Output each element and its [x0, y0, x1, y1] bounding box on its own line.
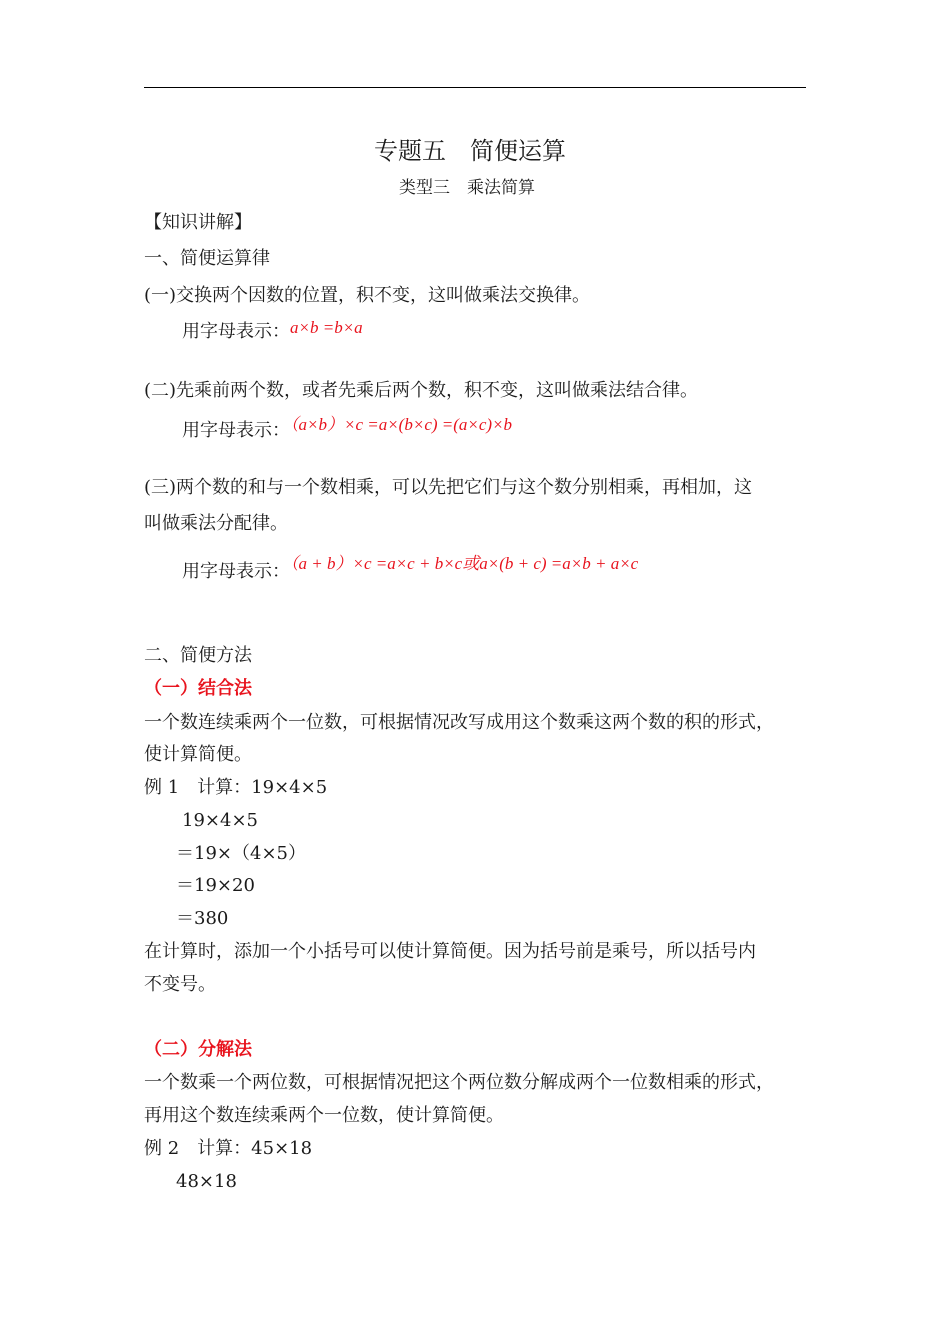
- part1-heading: 一、简便运算律: [144, 248, 270, 269]
- method1-desc-line2: 使计算简便。: [144, 744, 252, 765]
- example1-step: ＝19×（4×5）: [176, 843, 306, 864]
- method1-note-line2: 不变号。: [144, 974, 216, 995]
- example2-step: 48×18: [176, 1171, 237, 1192]
- law1-formula: a×b =b×a: [290, 318, 363, 337]
- example1-step: ＝19×20: [176, 875, 255, 896]
- law3-text-line2: 叫做乘法分配律。: [144, 513, 288, 534]
- law1-text: (一)交换两个因数的位置，积不变，这叫做乘法交换律。: [144, 285, 591, 306]
- section-label: 【知识讲解】: [144, 212, 252, 233]
- law3-formula: （a + b）×c =a×c + b×c或a×(b + c) =a×b + a×c: [290, 554, 639, 573]
- example2-label: 例 2 计算：45×18: [144, 1138, 313, 1159]
- method2-desc-line2: 再用这个数连续乘两个一位数，使计算简便。: [144, 1105, 504, 1126]
- method2-desc-line1: 一个数乘一个两位数，可根据情况把这个两位数分解成两个一位数相乘的形式，: [144, 1072, 774, 1093]
- method1-note-line1: 在计算时，添加一个小括号可以使计算简便。因为括号前是乘号，所以括号内: [144, 941, 756, 962]
- method2-heading: （二）分解法: [144, 1039, 252, 1060]
- example1-step: ＝380: [176, 908, 229, 929]
- header-rule: [144, 87, 806, 88]
- example1-label: 例 1 计算：19×4×5: [144, 777, 328, 798]
- method1-desc-line1: 一个数连续乘两个一位数，可根据情况改写成用这个数乘这两个数的积的形式，: [144, 712, 774, 733]
- part2-heading: 二、简便方法: [144, 645, 252, 666]
- law2-formula-row: [182, 415, 513, 443]
- page-subtitle: 类型三 乘法简算: [399, 178, 535, 198]
- example1-step: 19×4×5: [182, 810, 258, 831]
- method1-heading: （一）结合法: [144, 678, 252, 699]
- law1-formula-row: [182, 320, 363, 344]
- law3-text-line1: (三)两个数的和与一个数相乘，可以先把它们与这个数分别相乘，再相加，这: [144, 477, 753, 498]
- law2-formula-label: 用字母表示：: [182, 420, 290, 441]
- law2-text: (二)先乘前两个数，或者先乘后两个数，积不变，这叫做乘法结合律。: [144, 380, 699, 401]
- law3-formula-label: 用字母表示：: [182, 561, 290, 582]
- page-title: 专题五 简便运算: [374, 137, 566, 165]
- law2-formula: （a×b）×c =a×(b×c) =(a×c)×b: [290, 415, 513, 434]
- law1-formula-label: 用字母表示：: [182, 321, 290, 342]
- law3-formula-row: [182, 554, 639, 584]
